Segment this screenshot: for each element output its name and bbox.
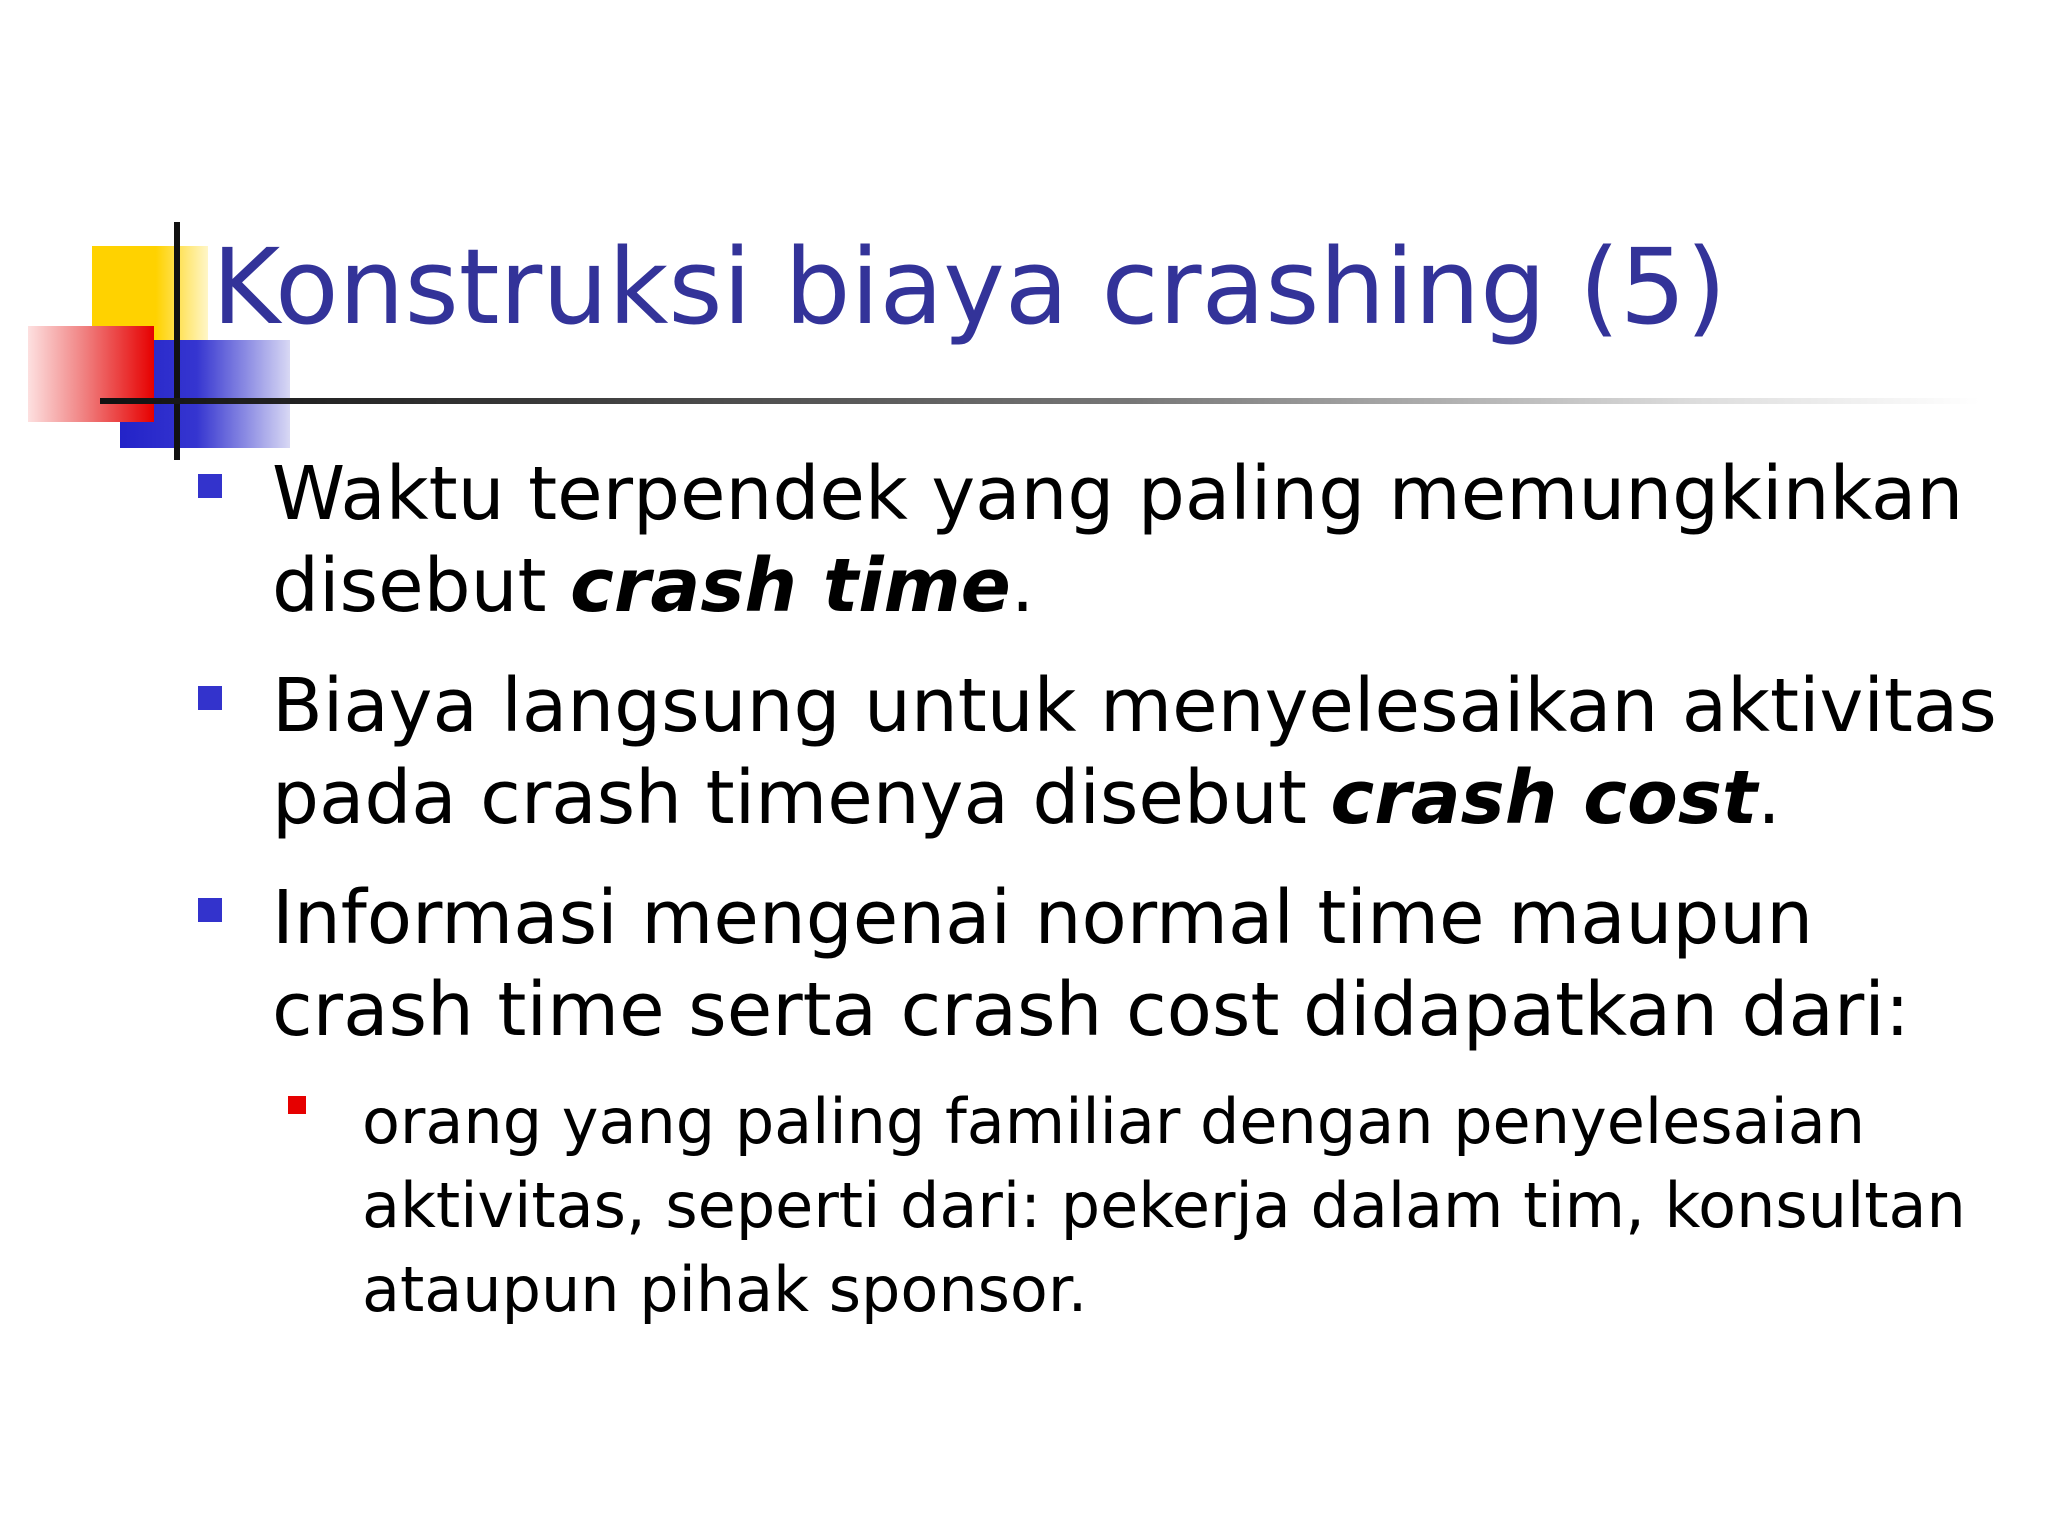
bullet-marker-icon xyxy=(198,686,222,710)
bullet-list xyxy=(192,448,2022,1332)
bullet-text-end: . xyxy=(1757,755,1781,841)
bullet-item xyxy=(192,448,2022,632)
bullet-text-end: . xyxy=(1010,543,1035,629)
slide-title: Konstruksi biaya crashing (5) xyxy=(212,226,1727,348)
bullet-text: Waktu terpendek yang paling memungkinkan disebut xyxy=(272,451,1964,629)
sub-bullet-item xyxy=(274,1080,2022,1332)
logo-vertical-line xyxy=(174,222,180,460)
bullet-emphasis: crash cost xyxy=(1330,755,1758,841)
bullet-marker-icon xyxy=(198,474,222,498)
sub-bullet-text: orang yang paling familiar dengan penyelesaian aktivitas, seperti dari: pekerja dalam tim, konsultan ataupun pihak sponsor. xyxy=(362,1085,1966,1326)
bullet-text: Biaya langsung untuk menyelesaikan aktivitas pada crash timenya disebut xyxy=(272,663,1997,841)
title-underline xyxy=(100,398,1980,404)
bullet-item xyxy=(192,872,2022,1056)
bullet-item xyxy=(192,660,2022,844)
logo-red-square xyxy=(28,326,154,422)
sub-bullet-marker-icon xyxy=(288,1096,306,1114)
bullet-text: Informasi mengenai normal time maupun crash time serta crash cost didapatkan dari: xyxy=(272,875,1910,1053)
bullet-marker-icon xyxy=(198,898,222,922)
bullet-emphasis: crash time xyxy=(570,543,1011,629)
